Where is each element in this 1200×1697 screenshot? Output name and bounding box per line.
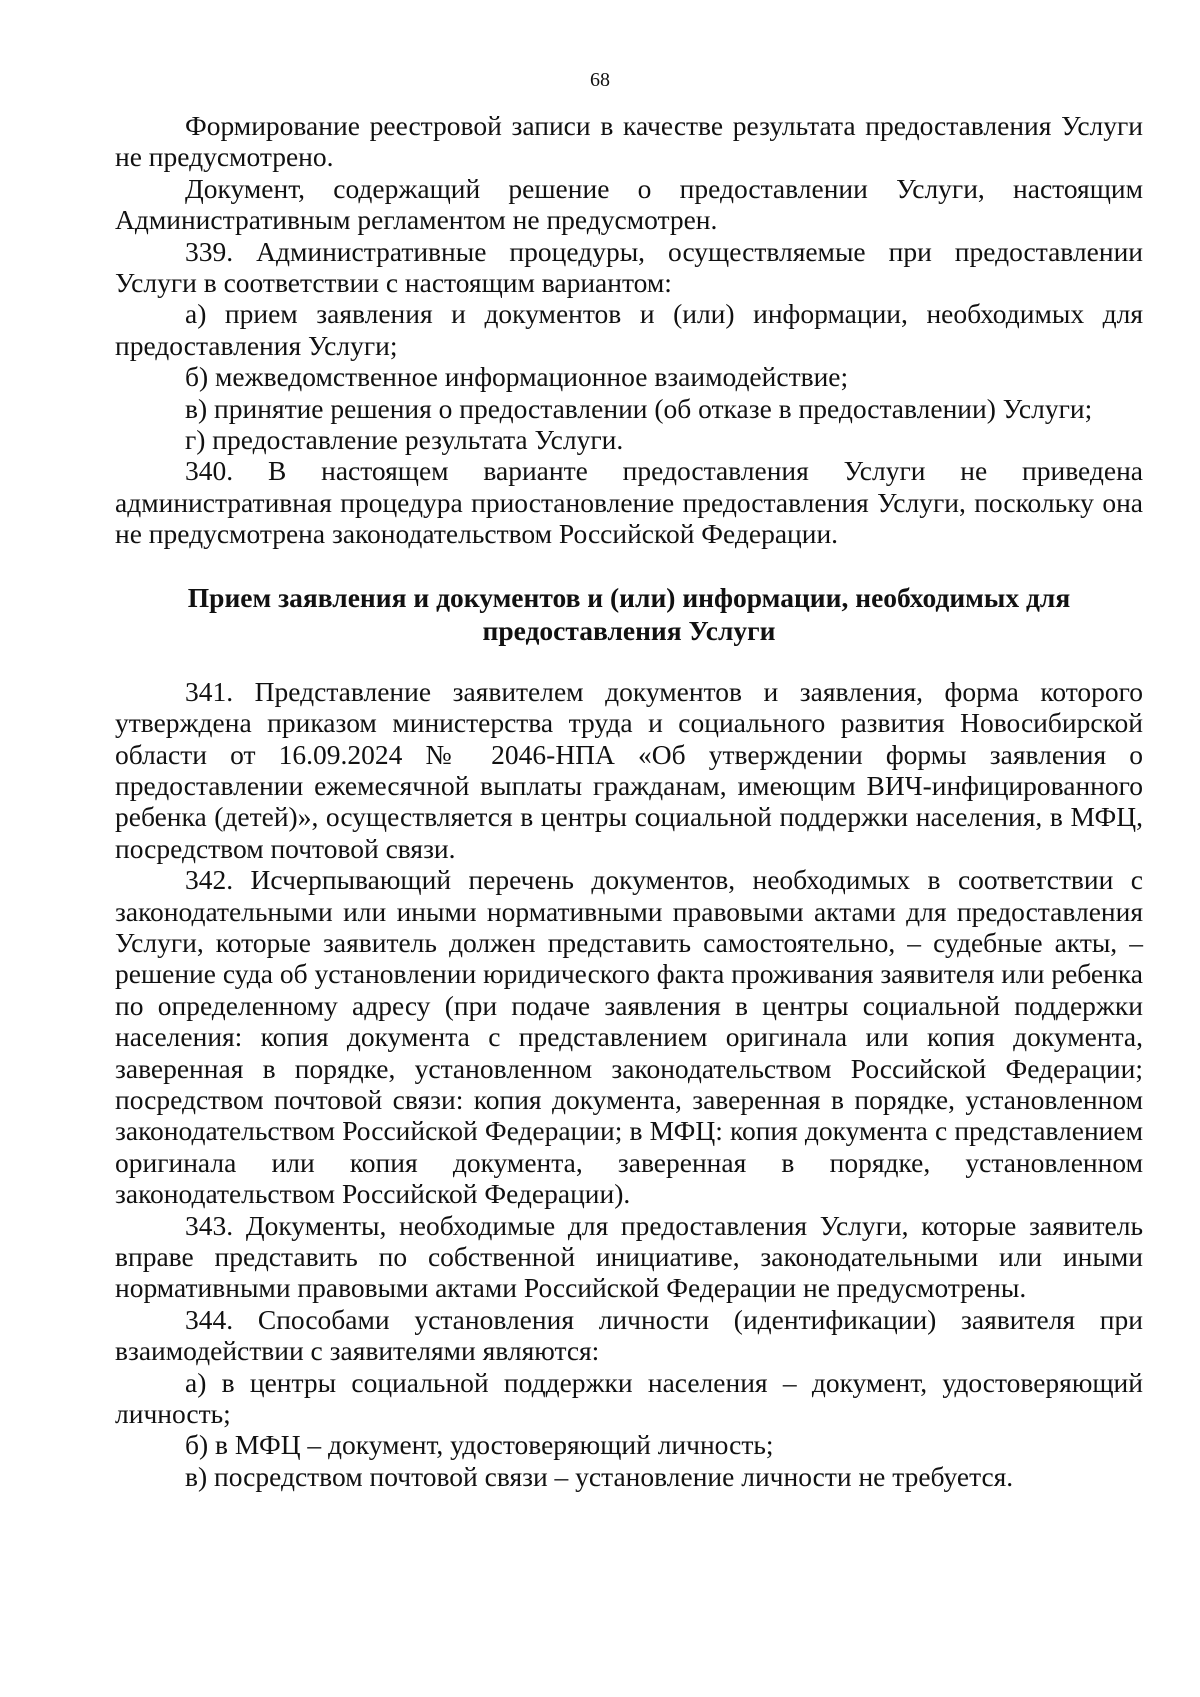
paragraph-343: 343. Документы, необходимые для предоставления Услуги, которые заявитель вправе представить по собственной инициативе, законодательными или иными нормативными правовыми актами Российской Федерации не предусмотрены.	[115, 1209, 1143, 1304]
document-body	[115, 110, 1143, 1492]
page-number: 68	[590, 69, 610, 91]
paragraph-339: 339. Административные процедуры, осуществляемые при предоставлении Услуги в соответствии с настоящим вариантом:	[115, 235, 1143, 299]
list-item-b: б) в МФЦ – документ, удостоверяющий личность;	[185, 1429, 774, 1461]
paragraph-340: 340. В настоящем варианте предоставления Услуги не приведена административная процедура приостановление предоставления Услуги, поскольку она не предусмотрена законодательством Российской Федерации.	[115, 455, 1143, 550]
paragraph-341: 341. Представление заявителем документов и заявления, форма которого утверждена приказом министерства труда и социального развития Новосибирской области от 16.09.2024 № 2046-НПА «Об утверждении формы заявления о предоставлении ежемесячной выплаты гражданам, имеющим ВИЧ-инфицированного ребенка (детей)», осуществляется в центры социальной поддержки населения, в МФЦ, посредством почтовой связи.	[115, 675, 1143, 864]
paragraph-344: 344. Способами установления личности (идентификации) заявителя при взаимодействии с заявителями являются:	[115, 1303, 1143, 1367]
paragraph-342: 342. Исчерпывающий перечень документов, необходимых в соответствии с законодательными или иными нормативными правовыми актами для предоставления Услуги, которые заявитель должен представить самостоятельно, – судебные акты, – решение суда об установлении юридического факта проживания заявителя или ребенка по определенному адресу (при подаче заявления в центры социальной поддержки населения: копия документа с представлением оригинала или копия документа, заверенная в порядке, установленном законодательством Российской Федерации; посредством почтовой связи: копия документа, заверенная в порядке, установленном законодательством Российской Федерации; в МФЦ: копия документа с представлением оригинала или копия документа, заверенная в порядке, установленном законодательством Российской Федерации).	[115, 864, 1143, 1210]
paragraph: Документ, содержащий решение о предоставлении Услуги, настоящим Административным регламентом не предусмотрен.	[115, 172, 1143, 236]
list-item-a: а) в центры социальной поддержки населения – документ, удостоверяющий личность;	[115, 1366, 1143, 1430]
list-item-v: в) посредством почтовой связи – установление личности не требуется.	[185, 1460, 1014, 1492]
section-heading: Прием заявления и документов и (или) информации, необходимых для предоставления Услуги	[187, 581, 1071, 646]
list-item-a: а) прием заявления и документов и (или) информации, необходимых для предоставления Услуги;	[115, 298, 1143, 361]
list-item-g: г) предоставление результата Услуги.	[185, 424, 624, 456]
list-item-v: в) принятие решения о предоставлении (об отказе в предоставлении) Услуги;	[185, 392, 1093, 424]
list-item-b: б) межведомственное информационное взаимодействие;	[185, 361, 849, 393]
paragraph: Формирование реестровой записи в качестве результата предоставления Услуги не предусмотрено.	[115, 110, 1143, 173]
